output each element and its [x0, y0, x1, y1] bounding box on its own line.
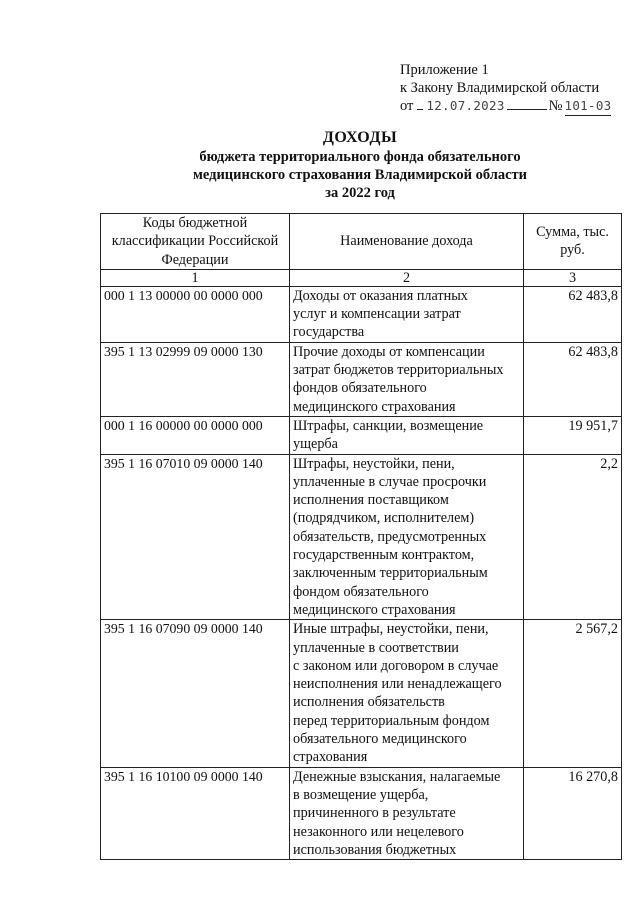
from-label: от: [400, 98, 414, 114]
row-code: 000 1 13 00000 00 0000 000: [101, 286, 290, 342]
row-sum: 2,2: [524, 454, 622, 620]
row-name-line: обязательного медицинского: [293, 731, 467, 748]
underline: [417, 108, 423, 110]
row-name-line: Доходы от оказания платных: [293, 287, 468, 304]
row-name: [290, 416, 524, 454]
row-sum: 16 270,8: [524, 767, 622, 859]
number-sign: №: [548, 98, 563, 114]
row-name-line: затрат бюджетов территориальных: [293, 362, 504, 379]
table-row: [101, 286, 622, 342]
row-name: [290, 286, 524, 342]
title-line-2: медицинского страхования Владимирской области: [192, 167, 528, 183]
row-name-line: страхования: [293, 749, 368, 766]
table-header-row: [101, 214, 622, 270]
row-sum: 2 567,2: [524, 620, 622, 767]
row-sum: 19 951,7: [524, 416, 622, 454]
law-date: 12.07.2023: [426, 98, 505, 113]
header-sum: Сумма, тыс. руб.: [524, 214, 622, 270]
row-name-line: ущерба: [293, 436, 338, 453]
row-name-line: заключенным территориальным: [293, 565, 488, 582]
column-number: 2: [290, 269, 524, 286]
title-line-1: бюджета территориального фонда обязательного: [199, 149, 521, 165]
row-code: 395 1 16 07090 09 0000 140: [101, 620, 290, 767]
row-name: [290, 454, 524, 620]
row-code: 395 1 16 07010 09 0000 140: [101, 454, 290, 620]
row-name: [290, 620, 524, 767]
row-name-line: использования бюджетных: [293, 841, 457, 858]
row-name-line: обязательств, предусмотренных: [293, 528, 487, 545]
row-name: [290, 342, 524, 416]
header-name: Наименование дохода: [290, 214, 524, 270]
row-name-line: Штрафы, неустойки, пени,: [293, 455, 455, 472]
title-main: ДОХОДЫ: [322, 129, 398, 146]
row-name-line: медицинского страхования: [293, 398, 456, 415]
row-name-line: исполнения обязательств: [293, 694, 445, 711]
law-reference: к Закону Владимирской области: [400, 80, 600, 96]
row-name-line: неисполнения или ненадлежащего: [293, 676, 502, 693]
row-name-line: услуг и компенсации затрат: [293, 306, 461, 323]
row-name-line: государственным контрактом,: [293, 547, 475, 564]
row-code: 395 1 16 10100 09 0000 140: [101, 767, 290, 859]
row-name-line: медицинского страхования: [293, 601, 456, 618]
table-row: [101, 767, 622, 859]
law-date-number-line: [400, 97, 632, 116]
row-name-line: причиненного в результате: [293, 805, 456, 822]
law-number: 101-03: [565, 97, 612, 116]
row-name-line: исполнения поставщиком: [293, 492, 449, 509]
underline: [507, 108, 547, 110]
row-name-line: Денежные взыскания, налагаемые: [293, 768, 501, 785]
row-name: [290, 767, 524, 859]
row-name-line: с законом или договором в случае: [293, 657, 499, 674]
column-number-row: [101, 269, 622, 286]
column-number: 1: [101, 269, 290, 286]
row-name-line: перед территориальным фондом: [293, 712, 490, 729]
row-sum: 62 483,8: [524, 342, 622, 416]
table-body: [101, 286, 622, 859]
row-name-line: Прочие доходы от компенсации: [293, 343, 485, 360]
row-name-line: уплаченные в случае просрочки: [293, 473, 487, 490]
row-name-line: Штрафы, санкции, возмещение: [293, 417, 484, 434]
row-name-line: государства: [293, 324, 365, 341]
row-code: 000 1 16 00000 00 0000 000: [101, 416, 290, 454]
row-name-line: фондов обязательного: [293, 380, 427, 397]
row-name-line: в возмещение ущерба,: [293, 786, 429, 803]
table-row: [101, 342, 622, 416]
title-line-3: за 2022 год: [325, 185, 395, 201]
row-name-line: фондом обязательного: [293, 583, 429, 600]
income-table: [100, 213, 622, 860]
row-name-line: уплаченные в соответствии: [293, 639, 459, 656]
row-sum: 62 483,8: [524, 286, 622, 342]
table-row: [101, 454, 622, 620]
document-title: [100, 128, 620, 202]
appendix-header: [400, 61, 632, 116]
appendix-label: Приложение 1: [400, 62, 489, 78]
header-code: Коды бюджетной классификации Российской Федерации: [101, 214, 290, 270]
column-number: 3: [524, 269, 622, 286]
table-row: [101, 620, 622, 767]
table-row: [101, 416, 622, 454]
row-name-line: (подрядчиком, исполнителем): [293, 510, 475, 527]
row-code: 395 1 13 02999 09 0000 130: [101, 342, 290, 416]
row-name-line: Иные штрафы, неустойки, пени,: [293, 621, 489, 638]
row-name-line: незаконного или нецелевого: [293, 823, 464, 840]
